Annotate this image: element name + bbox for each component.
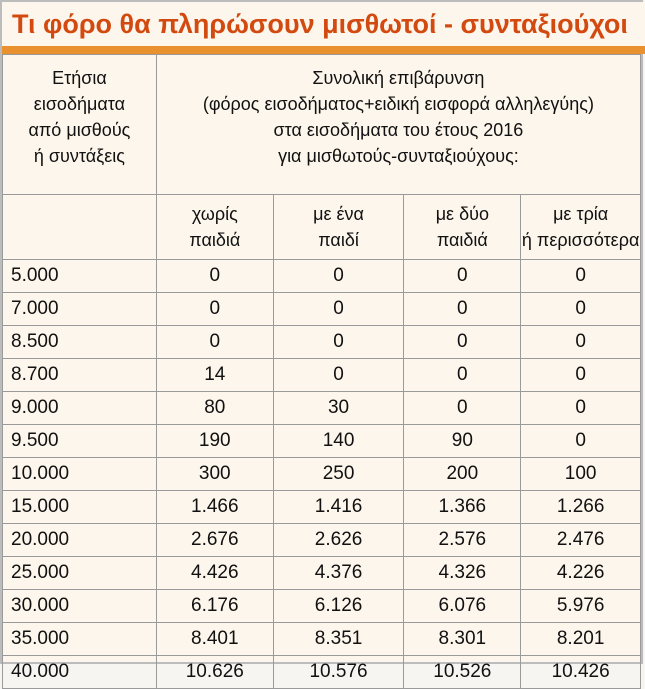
tax-value-cell: 8.301 (404, 623, 521, 656)
tax-value-cell: 0 (521, 260, 641, 293)
tax-value-cell: 0 (156, 326, 273, 359)
tax-value-cell: 8.401 (156, 623, 273, 656)
header-row-main (3, 55, 641, 195)
tax-value-cell: 4.426 (156, 557, 273, 590)
header-line: από μισθούς (28, 120, 131, 140)
header-line: με τρία (553, 204, 609, 224)
header-row-children (3, 195, 641, 260)
tax-value-cell: 0 (273, 293, 404, 326)
table-row (3, 392, 641, 425)
table-row (3, 557, 641, 590)
header-line: Ετήσια (52, 68, 107, 88)
tax-value-cell: 10.526 (404, 656, 521, 689)
tax-value-cell: 0 (521, 293, 641, 326)
tax-value-cell: 0 (521, 326, 641, 359)
tax-value-cell: 200 (404, 458, 521, 491)
page-title: Τι φόρο θα πληρώσουν μισθωτοί - συνταξιούχοι (2, 2, 645, 46)
tax-value-cell: 0 (404, 359, 521, 392)
tax-value-cell: 0 (521, 359, 641, 392)
tax-value-cell: 0 (404, 260, 521, 293)
table-row (3, 458, 641, 491)
table-row (3, 491, 641, 524)
tax-value-cell: 0 (156, 293, 273, 326)
table-row (3, 656, 641, 689)
tax-value-cell: 4.226 (521, 557, 641, 590)
tax-value-cell: 30 (273, 392, 404, 425)
tax-value-cell: 0 (521, 392, 641, 425)
tax-value-cell: 4.326 (404, 557, 521, 590)
burden-group-header (156, 55, 640, 195)
header-line: (φόρος εισοδήματος+ειδική εισφορά αλληλεγύης) (202, 94, 594, 114)
column-header-two-children (404, 195, 521, 260)
tax-value-cell: 0 (404, 326, 521, 359)
tax-value-cell: 2.576 (404, 524, 521, 557)
tax-value-cell: 1.416 (273, 491, 404, 524)
header-line: παιδιά (189, 230, 241, 250)
table-row (3, 524, 641, 557)
tax-value-cell: 10.626 (156, 656, 273, 689)
tax-value-cell: 1.466 (156, 491, 273, 524)
income-cell: 40.000 (3, 656, 157, 689)
tax-value-cell: 0 (521, 425, 641, 458)
tax-value-cell: 0 (273, 359, 404, 392)
table-row (3, 260, 641, 293)
tax-value-cell: 6.176 (156, 590, 273, 623)
table-row (3, 359, 641, 392)
tax-value-cell: 0 (404, 392, 521, 425)
tax-value-cell: 190 (156, 425, 273, 458)
table-row (3, 293, 641, 326)
table-row (3, 623, 641, 656)
tax-value-cell: 1.366 (404, 491, 521, 524)
header-line: στα εισοδήματα του έτους 2016 (273, 120, 524, 140)
tax-value-cell: 2.476 (521, 524, 641, 557)
tax-value-cell: 8.351 (273, 623, 404, 656)
income-cell: 7.000 (3, 293, 157, 326)
tax-value-cell: 1.266 (521, 491, 641, 524)
income-cell: 9.500 (3, 425, 157, 458)
income-cell: 30.000 (3, 590, 157, 623)
income-cell: 15.000 (3, 491, 157, 524)
column-header-no-children (156, 195, 273, 260)
income-column-header (3, 55, 157, 195)
header-line: χωρίς (191, 204, 238, 224)
income-cell: 8.500 (3, 326, 157, 359)
tax-value-cell: 2.676 (156, 524, 273, 557)
tax-value-cell: 0 (404, 293, 521, 326)
tax-value-cell: 100 (521, 458, 641, 491)
header-line: παιδιά (436, 230, 488, 250)
column-header-one-child (273, 195, 404, 260)
income-cell: 8.700 (3, 359, 157, 392)
tax-value-cell: 14 (156, 359, 273, 392)
header-line: με δύο (435, 204, 489, 224)
income-cell: 20.000 (3, 524, 157, 557)
tax-value-cell: 0 (156, 260, 273, 293)
header-line: εισοδήματα (33, 94, 126, 114)
tax-value-cell: 140 (273, 425, 404, 458)
header-line: για μισθωτούς-συνταξιούχους: (278, 146, 519, 166)
header-line: Συνολική επιβάρυνση (312, 68, 485, 88)
tax-value-cell: 250 (273, 458, 404, 491)
income-cell: 35.000 (3, 623, 157, 656)
header-line: παιδί (318, 230, 359, 250)
tax-value-cell: 8.201 (521, 623, 641, 656)
income-cell: 9.000 (3, 392, 157, 425)
table-row (3, 326, 641, 359)
tax-value-cell: 6.126 (273, 590, 404, 623)
tax-value-cell: 300 (156, 458, 273, 491)
tax-value-cell: 4.376 (273, 557, 404, 590)
income-cell: 10.000 (3, 458, 157, 491)
tax-value-cell: 5.976 (521, 590, 641, 623)
title-divider (2, 46, 645, 54)
table-row (3, 425, 641, 458)
tax-value-cell: 0 (273, 326, 404, 359)
blank-header-cell (3, 195, 157, 260)
header-line: με ένα (313, 204, 364, 224)
header-line: ή συντάξεις (33, 146, 125, 166)
income-cell: 25.000 (3, 557, 157, 590)
tax-value-cell: 80 (156, 392, 273, 425)
tax-value-cell: 6.076 (404, 590, 521, 623)
tax-value-cell: 90 (404, 425, 521, 458)
tax-value-cell: 10.576 (273, 656, 404, 689)
header-line: ή περισσότερα (521, 230, 640, 250)
tax-table (2, 54, 641, 689)
income-cell: 5.000 (3, 260, 157, 293)
tax-value-cell: 0 (273, 260, 404, 293)
table-row (3, 590, 641, 623)
column-header-three-plus-children (521, 195, 641, 260)
tax-value-cell: 10.426 (521, 656, 641, 689)
tax-value-cell: 2.626 (273, 524, 404, 557)
